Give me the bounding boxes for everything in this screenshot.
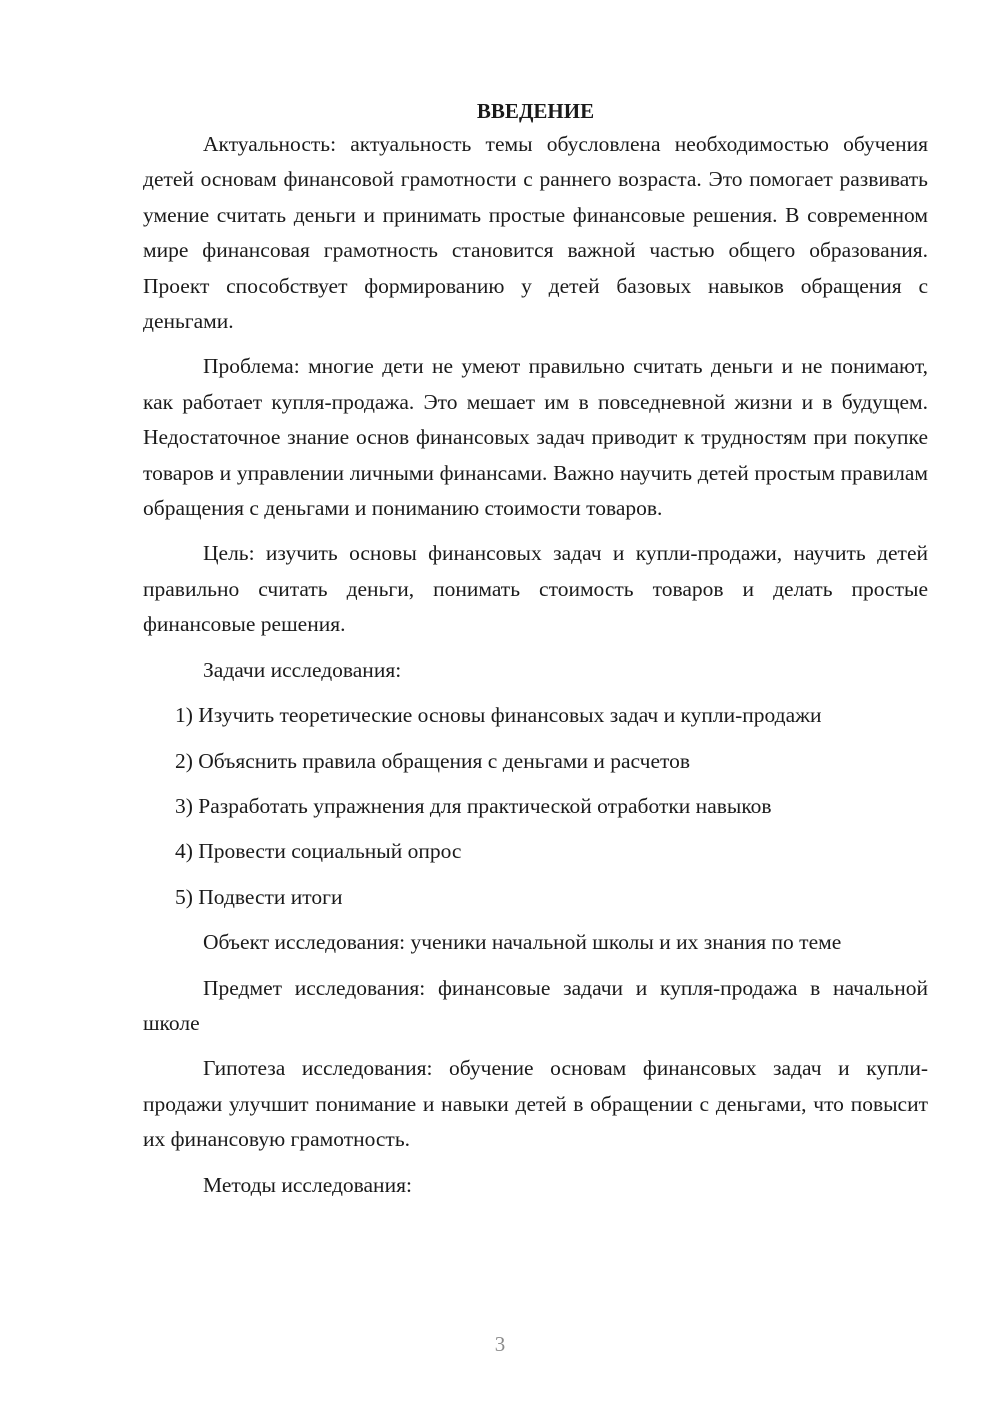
paragraph-methods-heading: Методы исследования:: [203, 1172, 412, 1197]
paragraph-tasks-heading: Задачи исследования:: [203, 657, 402, 682]
task-list-item: 4) Провести социальный опрос: [175, 839, 462, 864]
task-list-item: 5) Подвести итоги: [175, 884, 343, 909]
paragraph-relevance: Актуальность: актуальность темы обусловлена необходимостью обучения детей основам финансовой грамотности с раннего возраста. Это помогает развивать умение считать деньги и принимать простые финансовые решения. В современном мире финансовая грамотность становится важной частью общего образования. Проект способствует формированию у детей базовых навыков обращения с деньгами.: [143, 132, 928, 334]
task-list-item: 2) Объяснить правила обращения с деньгами и расчетов: [175, 748, 691, 773]
page-number: 3: [494, 1332, 506, 1356]
paragraph-hypothesis: Гипотеза исследования: обучение основам финансовых задач и купли-продажи улучшит понимание и навыки детей в обращении с деньгами, что повысит их финансовую грамотность.: [143, 1056, 928, 1152]
section-title: ВВЕДЕНИЕ: [476, 99, 595, 123]
paragraph-problem: Проблема: многие дети не умеют правильно считать деньги и не понимают, как работает купля-продажа. Это мешает им в повседневной жизни и в будущем. Недостаточное знание основ финансовых задач приводит к трудностям при покупке товаров и управлении личными финансами. Важно научить детей простым правилам обращения с деньгами и пониманию стоимости товаров.: [143, 354, 928, 521]
paragraph-object: Объект исследования: ученики начальной школы и их знания по теме: [203, 930, 842, 955]
task-list-item: 1) Изучить теоретические основы финансовых задач и купли-продажи: [175, 703, 822, 728]
paragraph-subject: Предмет исследования: финансовые задачи и купля-продажа в начальной школе: [143, 975, 928, 1035]
paragraph-goal: Цель: изучить основы финансовых задач и купли-продажи, научить детей правильно считать деньги, понимать стоимость товаров и делать простые финансовые решения.: [143, 541, 928, 637]
document-page: [143, 96, 928, 1213]
task-list-item: 3) Разработать упражнения для практической отработки навыков: [175, 793, 772, 818]
